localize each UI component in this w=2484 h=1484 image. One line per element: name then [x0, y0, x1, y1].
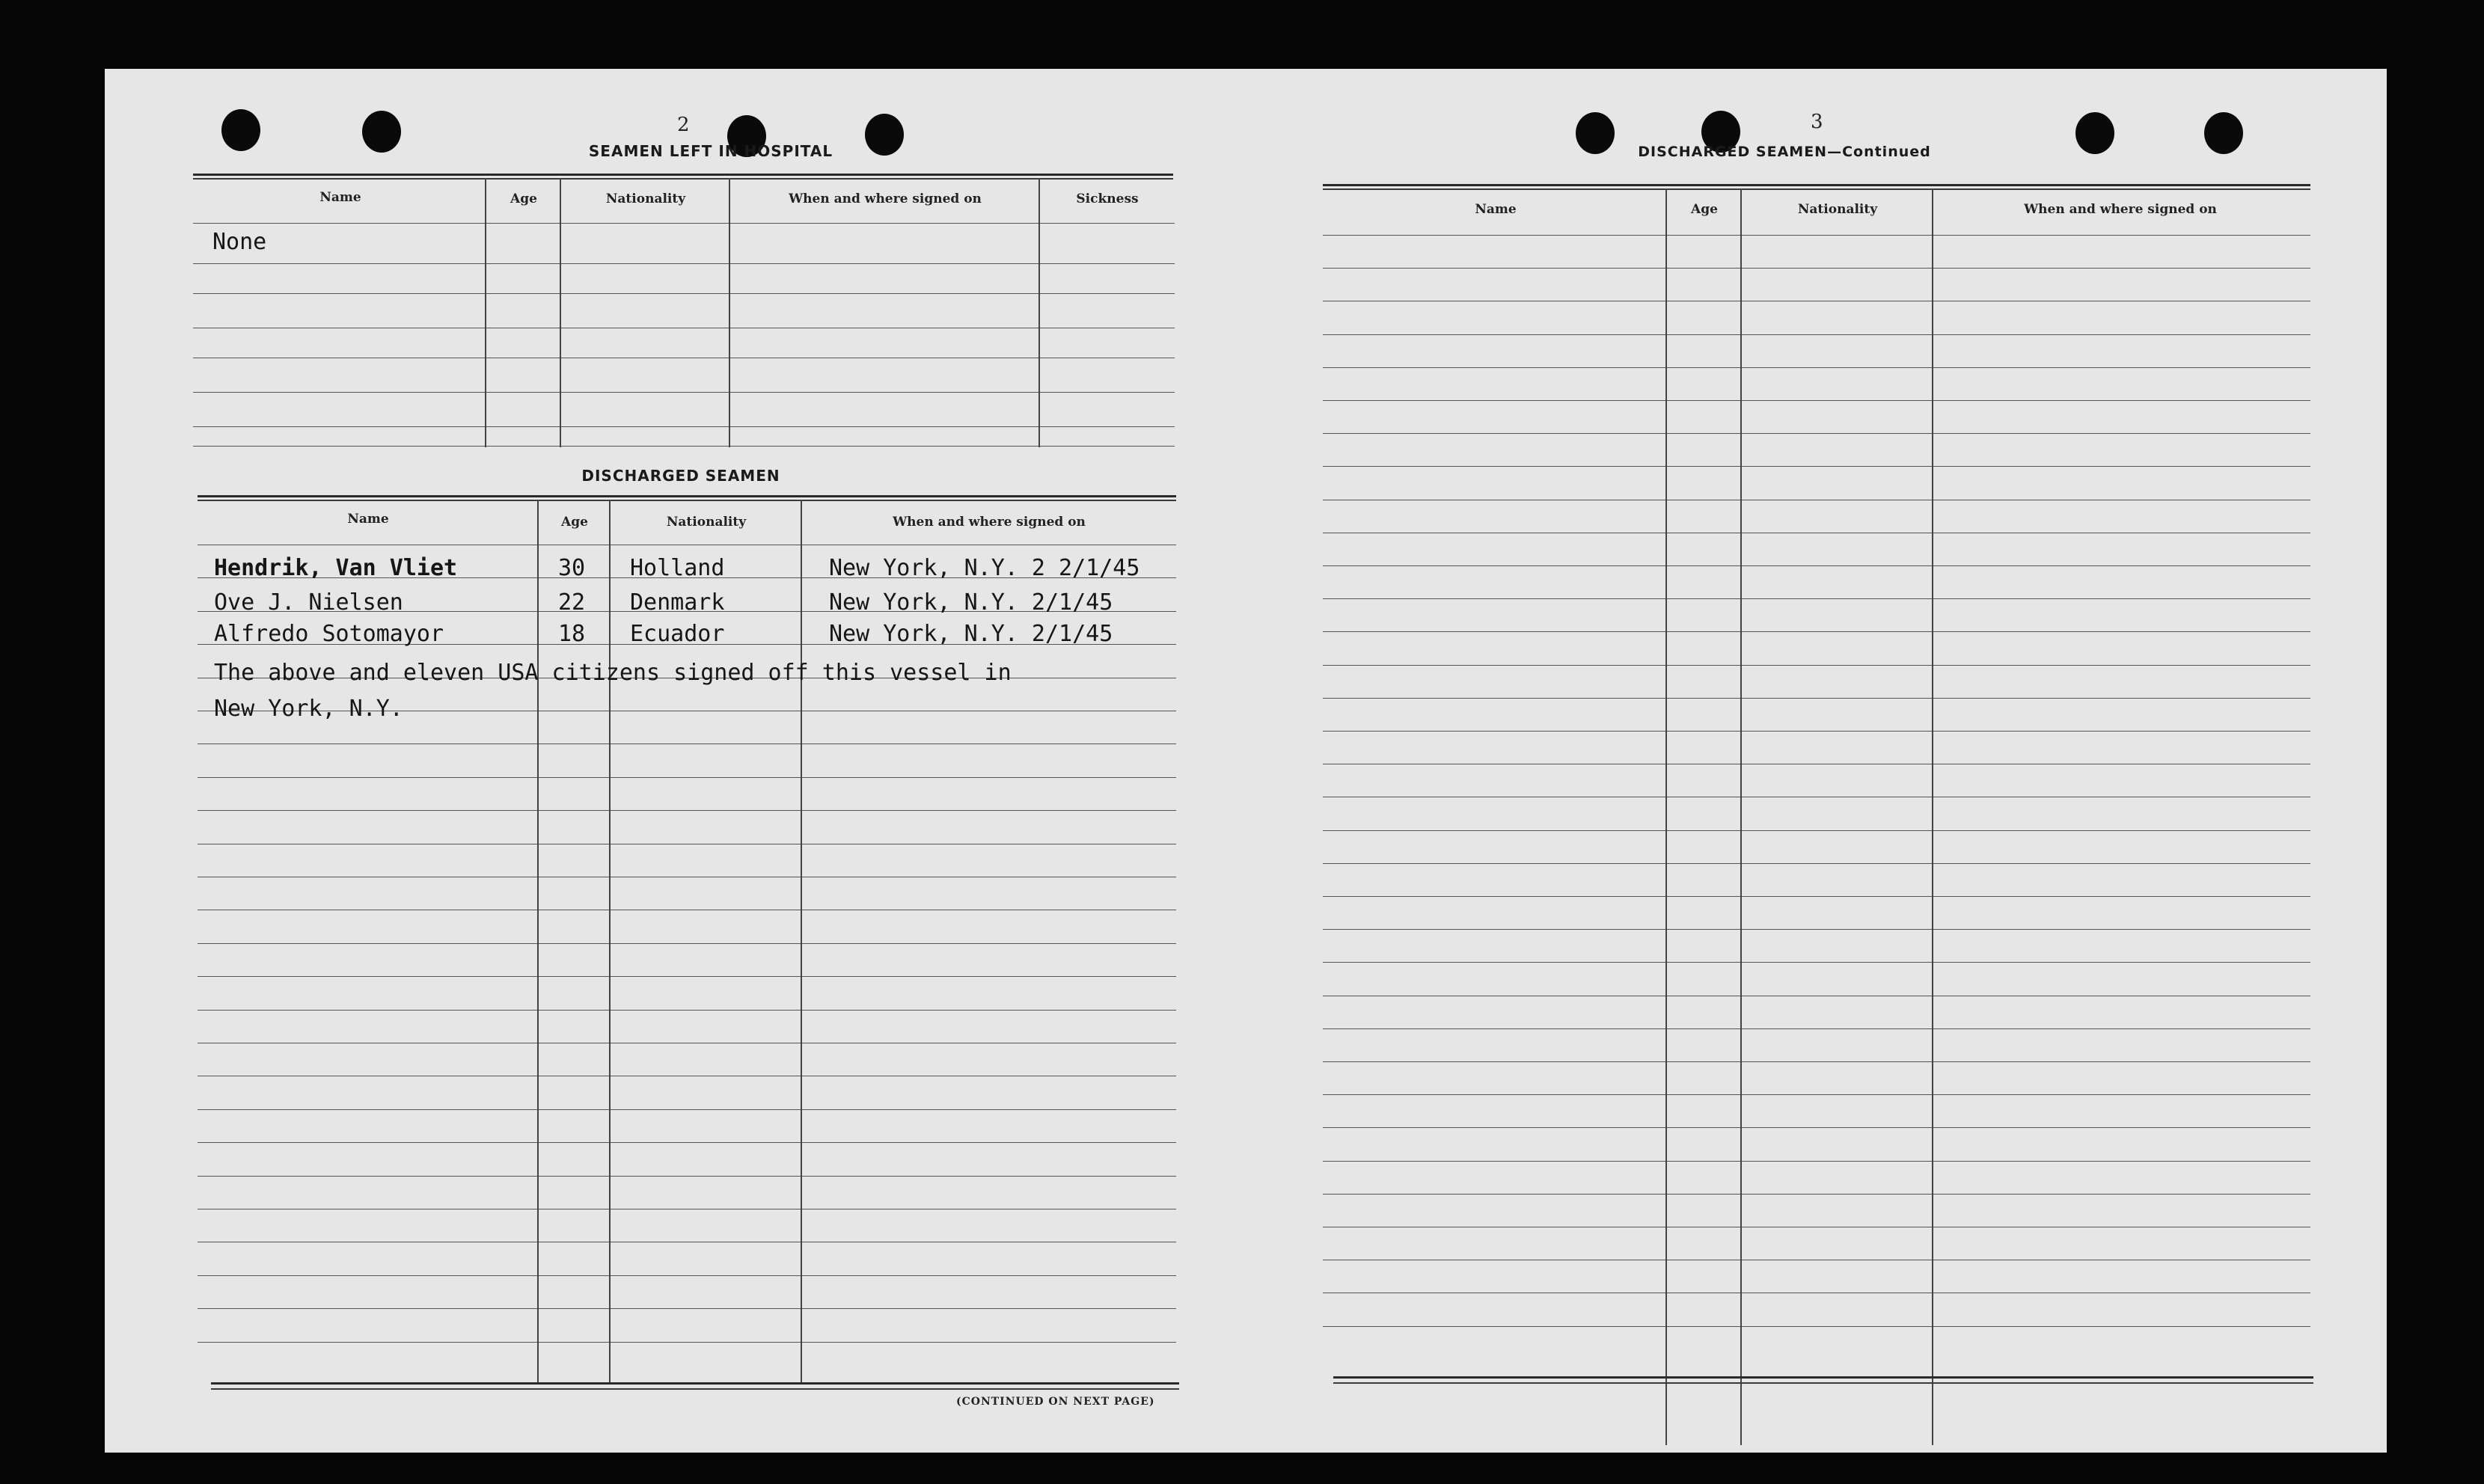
right-section-title: DISCHARGED SEAMEN—Continued [1638, 144, 1931, 160]
table-top-rule [1323, 188, 2310, 190]
table-rule [198, 1109, 1176, 1110]
table-rule [1323, 1028, 2310, 1029]
punch-hole [221, 109, 260, 151]
table-bottom-rule [211, 1382, 1179, 1385]
column-divider [1932, 188, 1933, 1445]
right-header-signed-on: When and where signed on [2024, 202, 2217, 217]
page-number-right: 3 [1811, 111, 1823, 133]
continued-footer: (CONTINUED ON NEXT PAGE) [956, 1396, 1155, 1408]
column-divider [729, 178, 730, 447]
table-rule [1323, 1194, 2310, 1195]
table-rule [1323, 598, 2310, 599]
table-rule [193, 263, 1175, 264]
table-rule [1323, 962, 2310, 963]
table-rule [1323, 433, 2310, 434]
table-rule [198, 943, 1176, 944]
column-divider [1038, 178, 1040, 447]
table-rule [1323, 830, 2310, 831]
table-rule [1323, 665, 2310, 666]
table-rule [1323, 698, 2310, 699]
table-rule [1323, 268, 2310, 269]
discharged-header-signed-on: When and where signed on [893, 515, 1086, 530]
table-rule [1323, 731, 2310, 732]
discharged-header-nationality: Nationality [666, 515, 747, 530]
table-rule [1323, 565, 2310, 566]
table-rule [198, 1176, 1176, 1177]
table-top-rule [198, 500, 1176, 501]
table-rule [198, 1342, 1176, 1343]
table-top-rule [198, 495, 1176, 497]
table-rule [198, 1142, 1176, 1143]
table-rule [198, 976, 1176, 977]
discharged-header-name: Name [347, 512, 389, 527]
discharged-row-3-age: 18 [558, 621, 586, 647]
punch-hole [2075, 112, 2114, 154]
column-divider [609, 500, 611, 1382]
discharged-note-line-2: New York, N.Y. [214, 696, 403, 722]
discharged-row-3-nationality: Ecuador [630, 621, 725, 647]
table-bottom-rule [211, 1388, 1179, 1390]
discharged-row-2-signed-on: New York, N.Y. 2/1/45 [829, 589, 1113, 616]
discharged-header-age: Age [561, 515, 588, 530]
page-number-left: 2 [677, 114, 690, 136]
table-rule [1323, 929, 2310, 930]
table-rule [198, 1275, 1176, 1276]
right-header-nationality: Nationality [1797, 202, 1878, 217]
discharged-row-2-age: 22 [558, 589, 586, 616]
punch-hole [2204, 112, 2243, 154]
column-divider [560, 178, 561, 447]
table-rule [198, 1010, 1176, 1011]
table-rule [1323, 1161, 2310, 1162]
table-rule [193, 446, 1175, 447]
right-header-name: Name [1475, 202, 1517, 217]
table-rule [1323, 235, 2310, 236]
table-rule [1323, 466, 2310, 467]
table-rule [1323, 1094, 2310, 1095]
table-top-rule [193, 174, 1173, 176]
table-rule [1323, 1061, 2310, 1062]
table-rule [198, 810, 1176, 811]
table-top-rule [193, 178, 1173, 180]
discharged-row-1-age: 30 [558, 555, 586, 581]
table-rule [193, 392, 1175, 393]
column-divider [537, 500, 539, 1382]
hospital-header-age: Age [510, 191, 537, 206]
document-sheet [105, 69, 2387, 1453]
table-rule [1323, 400, 2310, 401]
table-bottom-rule [1333, 1382, 2313, 1384]
hospital-header-name: Name [319, 190, 361, 205]
table-rule [193, 293, 1175, 294]
table-rule [1323, 334, 2310, 335]
table-rule [1323, 1326, 2310, 1327]
hospital-header-nationality: Nationality [605, 191, 686, 206]
discharged-row-1-signed-on: New York, N.Y. 2 2/1/45 [829, 555, 1140, 581]
discharged-note-line-1: The above and eleven USA citizens signed off this vessel in [214, 660, 1012, 686]
hospital-entry-none: None [212, 229, 267, 255]
table-rule [198, 1308, 1176, 1309]
table-rule [198, 743, 1176, 744]
discharged-row-3-name: Alfredo Sotomayor [214, 621, 444, 647]
discharged-row-1-name: Hendrik, Van Vliet [214, 555, 458, 581]
discharged-row-3-signed-on: New York, N.Y. 2/1/45 [829, 621, 1113, 647]
punch-hole [362, 111, 401, 153]
hospital-section-title: SEAMEN LEFT IN HOSPITAL [588, 142, 833, 160]
right-header-age: Age [1691, 202, 1718, 217]
hospital-header-signed-on: When and where signed on [789, 191, 982, 206]
table-rule [1323, 896, 2310, 897]
column-divider [1740, 188, 1742, 1445]
discharged-row-2-nationality: Denmark [630, 589, 725, 616]
column-divider [1665, 188, 1667, 1445]
table-rule [198, 777, 1176, 778]
table-rule [193, 223, 1175, 224]
discharged-row-1-nationality: Holland [630, 555, 725, 581]
table-rule [193, 426, 1175, 427]
discharged-section-title: DISCHARGED SEAMEN [581, 467, 780, 485]
hospital-header-sickness: Sickness [1076, 191, 1139, 206]
column-divider [801, 500, 802, 1382]
column-divider [485, 178, 486, 447]
table-rule [1323, 367, 2310, 368]
table-top-rule [1323, 184, 2310, 186]
table-rule [1323, 1127, 2310, 1128]
discharged-row-2-name: Ove J. Nielsen [214, 589, 403, 616]
table-rule [1323, 863, 2310, 864]
table-rule [1323, 631, 2310, 632]
table-bottom-rule [1333, 1376, 2313, 1379]
